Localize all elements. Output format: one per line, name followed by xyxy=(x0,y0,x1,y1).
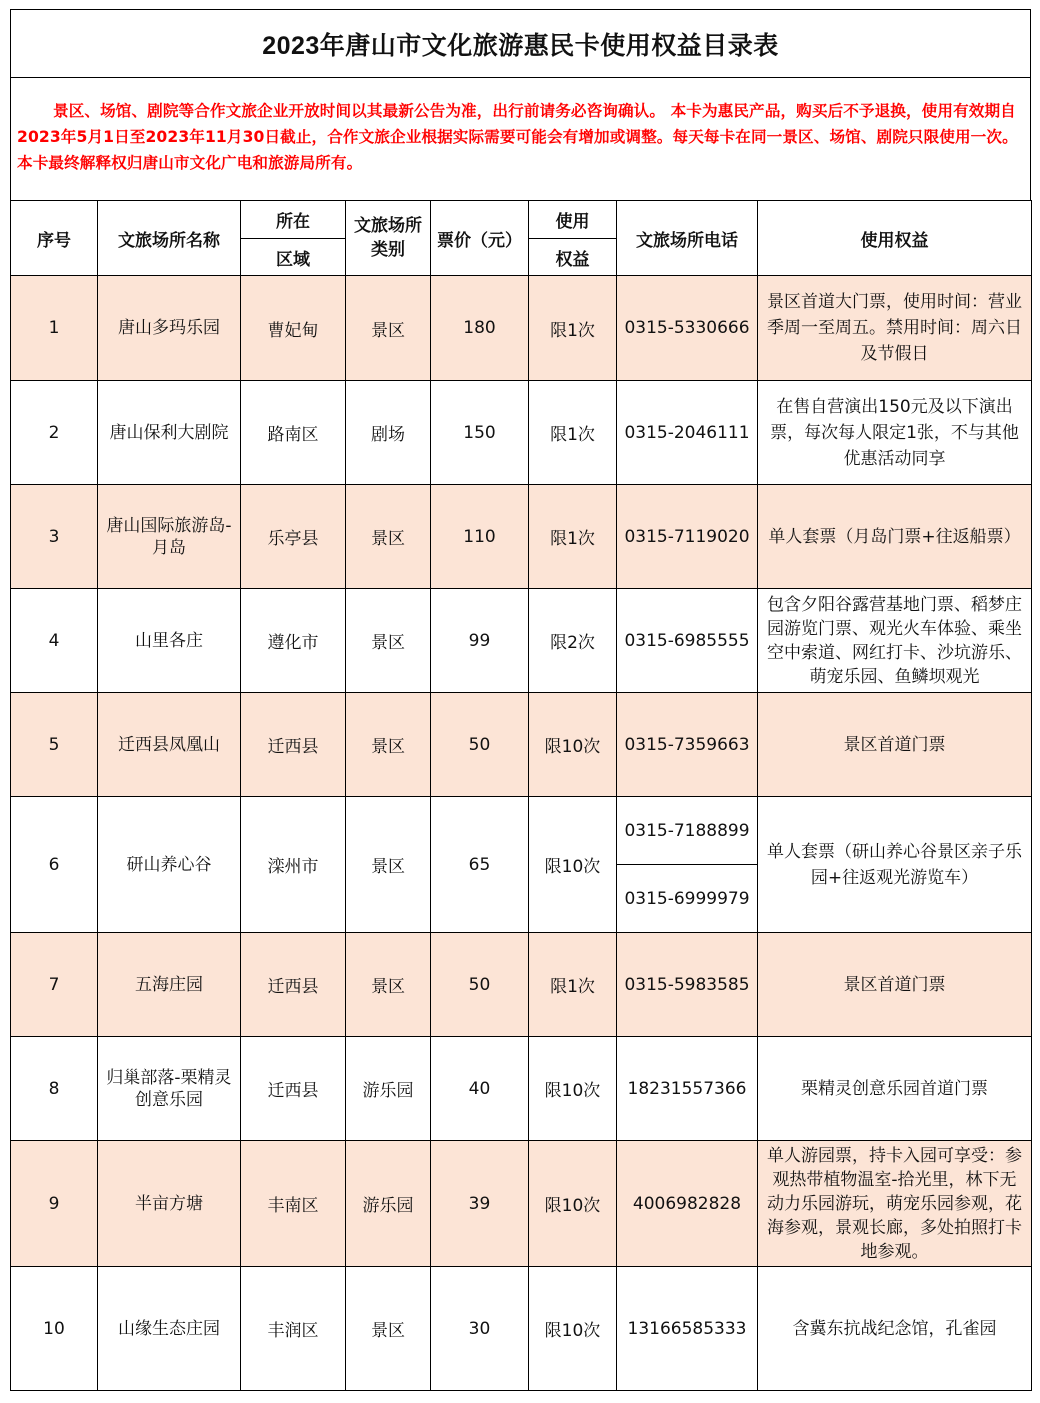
cell-name: 唐山国际旅游岛-月岛 xyxy=(98,485,241,589)
cell-region: 路南区 xyxy=(241,381,346,485)
cell-phone: 13166585333 xyxy=(617,1267,758,1391)
cell-name: 山缘生态庄园 xyxy=(98,1267,241,1391)
cell-region: 迁西县 xyxy=(241,693,346,797)
cell-region: 滦州市 xyxy=(241,797,346,933)
cell-phone: 18231557366 xyxy=(617,1037,758,1141)
cell-benefit: 在售自营演出150元及以下演出票，每次每人限定1张，不与其他优惠活动同享 xyxy=(758,381,1032,485)
cell-seq: 2 xyxy=(11,381,98,485)
cell-category: 景区 xyxy=(346,693,431,797)
cell-phone: 4006982828 xyxy=(617,1141,758,1267)
cell-seq: 5 xyxy=(11,693,98,797)
cell-benefit: 单人套票（研山养心谷景区亲子乐园+往返观光游览车） xyxy=(758,797,1032,933)
cell-usage: 限10次 xyxy=(529,1141,617,1267)
header-seq: 序号 xyxy=(11,201,98,276)
cell-usage: 限10次 xyxy=(529,797,617,933)
cell-benefit: 单人套票（月岛门票+往返船票） xyxy=(758,485,1032,589)
notice-text: 景区、场馆、剧院等合作文旅企业开放时间以其最新公告为准，出行前请务必咨询确认。 本卡为惠民产品，购买后不予退换，使用有效期自2023年5月1日至2023年11月30日截止，合作文旅企业根据实际需要可能会有增加或调整。每天每卡在同一景区、场馆、剧院只限使用一次。本卡最终解释权归唐山市文化广电和旅游局所有。 xyxy=(17,102,1018,172)
cell-category: 游乐园 xyxy=(346,1037,431,1141)
header-category: 文旅场所类别 xyxy=(346,201,431,276)
table-row xyxy=(11,797,1032,933)
table-row xyxy=(11,1037,1032,1141)
header-region xyxy=(241,201,346,276)
cell-seq: 9 xyxy=(11,1141,98,1267)
cell-price: 39 xyxy=(431,1141,529,1267)
cell-benefit: 单人游园票，持卡入园可享受：参观热带植物温室-拾光里，林下无动力乐园游玩，萌宠乐园参观，花海参观，景观长廊，多处拍照打卡地参观。 xyxy=(758,1141,1032,1267)
table-row xyxy=(11,933,1032,1037)
title-box xyxy=(10,9,1031,77)
cell-seq: 3 xyxy=(11,485,98,589)
header-benefit: 使用权益 xyxy=(758,201,1032,276)
cell-name: 半亩方塘 xyxy=(98,1141,241,1267)
header-usage-top: 使用 xyxy=(529,201,616,239)
cell-category: 剧场 xyxy=(346,381,431,485)
cell-region: 遵化市 xyxy=(241,589,346,693)
header-name: 文旅场所名称 xyxy=(98,201,241,276)
cell-benefit: 含冀东抗战纪念馆，孔雀园 xyxy=(758,1267,1032,1391)
cell-phone: 0315-6985555 xyxy=(617,589,758,693)
cell-usage: 限2次 xyxy=(529,589,617,693)
header-phone: 文旅场所电话 xyxy=(617,201,758,276)
cell-seq: 10 xyxy=(11,1267,98,1391)
cell-seq: 1 xyxy=(11,276,98,381)
cell-region: 迁西县 xyxy=(241,1037,346,1141)
cell-phone: 0315-5330666 xyxy=(617,276,758,381)
cell-price: 50 xyxy=(431,693,529,797)
table-row xyxy=(11,381,1032,485)
cell-usage: 限1次 xyxy=(529,933,617,1037)
cell-name: 归巢部落-栗精灵创意乐园 xyxy=(98,1037,241,1141)
cell-usage: 限10次 xyxy=(529,1037,617,1141)
cell-usage: 限10次 xyxy=(529,693,617,797)
cell-seq: 4 xyxy=(11,589,98,693)
cell-benefit: 景区首道大门票，使用时间：营业季周一至周五。禁用时间：周六日及节假日 xyxy=(758,276,1032,381)
header-price: 票价（元） xyxy=(431,201,529,276)
cell-category: 景区 xyxy=(346,933,431,1037)
cell-benefit: 景区首道门票 xyxy=(758,693,1032,797)
notice-box xyxy=(10,77,1031,200)
cell-price: 30 xyxy=(431,1267,529,1391)
cell-usage: 限1次 xyxy=(529,276,617,381)
cell-region: 迁西县 xyxy=(241,933,346,1037)
cell-name: 迁西县凤凰山 xyxy=(98,693,241,797)
benefits-table xyxy=(10,200,1032,1391)
page-title: 2023年唐山市文化旅游惠民卡使用权益目录表 xyxy=(262,31,779,60)
cell-region: 丰润区 xyxy=(241,1267,346,1391)
header-region-top: 所在 xyxy=(241,201,345,239)
table-row xyxy=(11,589,1032,693)
cell-seq: 6 xyxy=(11,797,98,933)
cell-category: 景区 xyxy=(346,589,431,693)
cell-region: 曹妃甸 xyxy=(241,276,346,381)
cell-name: 唐山多玛乐园 xyxy=(98,276,241,381)
table-row xyxy=(11,1267,1032,1391)
cell-region: 乐亭县 xyxy=(241,485,346,589)
table-row xyxy=(11,693,1032,797)
cell-price: 150 xyxy=(431,381,529,485)
phone-primary: 0315-7188899 xyxy=(617,797,757,865)
cell-price: 180 xyxy=(431,276,529,381)
cell-benefit: 包含夕阳谷露营基地门票、稻梦庄园游览门票、观光火车体验、乘坐空中索道、网红打卡、沙坑游乐、萌宠乐园、鱼鳞坝观光 xyxy=(758,589,1032,693)
cell-phone xyxy=(617,797,758,933)
benefits-sheet xyxy=(10,9,1031,1391)
cell-price: 65 xyxy=(431,797,529,933)
header-usage xyxy=(529,201,617,276)
header-usage-bottom: 权益 xyxy=(555,249,590,270)
cell-phone: 0315-7359663 xyxy=(617,693,758,797)
cell-benefit: 栗精灵创意乐园首道门票 xyxy=(758,1037,1032,1141)
cell-category: 景区 xyxy=(346,485,431,589)
cell-benefit: 景区首道门票 xyxy=(758,933,1032,1037)
table-header-row xyxy=(11,201,1032,276)
cell-usage: 限1次 xyxy=(529,485,617,589)
header-region-bottom: 区域 xyxy=(276,249,310,270)
table-row xyxy=(11,485,1032,589)
cell-region: 丰南区 xyxy=(241,1141,346,1267)
table-row xyxy=(11,276,1032,381)
cell-price: 110 xyxy=(431,485,529,589)
cell-category: 景区 xyxy=(346,276,431,381)
cell-name: 研山养心谷 xyxy=(98,797,241,933)
cell-price: 50 xyxy=(431,933,529,1037)
cell-usage: 限1次 xyxy=(529,381,617,485)
cell-price: 40 xyxy=(431,1037,529,1141)
cell-category: 游乐园 xyxy=(346,1141,431,1267)
cell-seq: 7 xyxy=(11,933,98,1037)
cell-seq: 8 xyxy=(11,1037,98,1141)
table-row xyxy=(11,1141,1032,1267)
cell-name: 山里各庄 xyxy=(98,589,241,693)
cell-usage: 限10次 xyxy=(529,1267,617,1391)
phone-secondary: 0315-6999979 xyxy=(624,888,750,909)
cell-phone: 0315-7119020 xyxy=(617,485,758,589)
cell-name: 唐山保利大剧院 xyxy=(98,381,241,485)
cell-name: 五海庄园 xyxy=(98,933,241,1037)
cell-category: 景区 xyxy=(346,1267,431,1391)
cell-phone: 0315-2046111 xyxy=(617,381,758,485)
cell-phone: 0315-5983585 xyxy=(617,933,758,1037)
cell-category: 景区 xyxy=(346,797,431,933)
cell-price: 99 xyxy=(431,589,529,693)
